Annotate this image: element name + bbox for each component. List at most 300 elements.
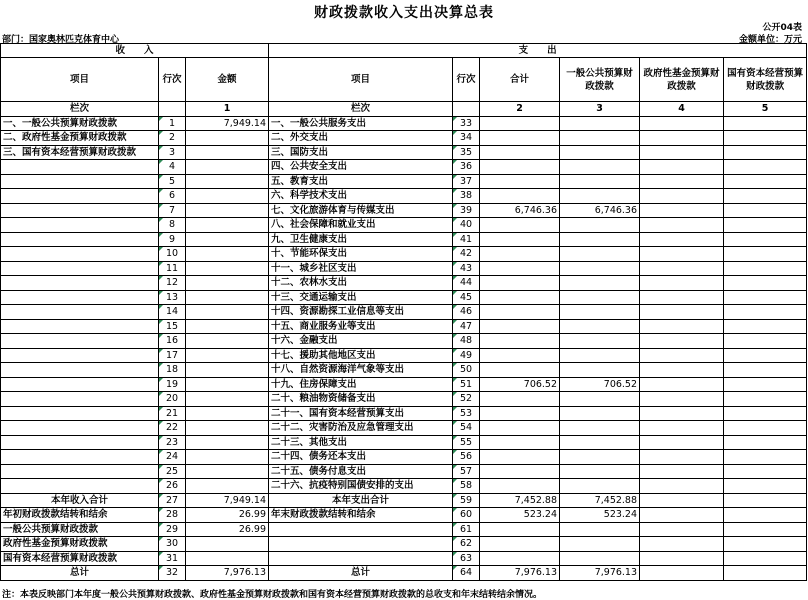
total-header: 合计 [480,58,560,102]
expense-total [480,247,560,262]
income-item-header: 项目 [1,58,159,102]
expense-item: 十四、资源勘探工业信息等支出 [269,305,453,320]
expense-state-capital [724,464,807,479]
expense-row-number: 55 [453,435,480,450]
expense-gov-fund [640,406,724,421]
table-row [1,305,807,320]
expense-item: 四、公共安全支出 [269,160,453,175]
income-row-number: 11 [159,261,186,276]
income-row-number: 22 [159,421,186,436]
expense-general-budget [560,131,640,146]
income-amount [186,392,269,407]
expense-general-budget [560,116,640,131]
income-row-number: 21 [159,406,186,421]
expense-general-budget [560,450,640,465]
income-amount [186,363,269,378]
income-row-number: 3 [159,145,186,160]
income-amount [186,348,269,363]
expense-state-capital [724,305,807,320]
summary-row [1,493,807,508]
table-row [1,174,807,189]
income-row-number: 1 [159,116,186,131]
expense-general-budget [560,232,640,247]
income-row-number: 5 [159,174,186,189]
footnote: 注：本表反映部门本年度一般公共预算财政拨款、政府性基金预算财政拨款和国有资本经营预算财政拨款的总收支和年末结转结余情况。 [2,590,543,600]
expense-item: 十一、城乡社区支出 [269,261,453,276]
expense-item: 二十、粮油物资储备支出 [269,392,453,407]
expense-state-capital [724,334,807,349]
income-row-number: 18 [159,363,186,378]
expense-row-number: 39 [453,203,480,218]
expense-state-capital [724,421,807,436]
expense-gov-fund [640,319,724,334]
expense-general-budget [560,218,640,233]
expense-gov-fund [640,392,724,407]
expense-state-capital [724,247,807,262]
income-row-number: 31 [159,551,186,566]
expense-row-number: 46 [453,305,480,320]
column-number-5: 5 [724,102,807,117]
income-item [1,218,159,233]
column-number-4: 4 [640,102,724,117]
gov-fund-header: 政府性基金预算财政拨款 [640,58,724,102]
income-amount [186,218,269,233]
expense-general-budget [560,392,640,407]
column-number-1: 1 [186,102,269,117]
expense-gov-fund [640,363,724,378]
budget-table [0,43,807,581]
expense-item: 二十一、国有资本经营预算支出 [269,406,453,421]
expense-item: 九、卫生健康支出 [269,232,453,247]
expense-state-capital [724,218,807,233]
table-row [1,145,807,160]
expense-item: 七、文化旅游体育与传媒支出 [269,203,453,218]
income-item [1,377,159,392]
table-row [1,348,807,363]
expense-summary-item [269,551,453,566]
income-amount [186,551,269,566]
expense-summary-item: 年末财政拨款结转和结余 [269,508,453,523]
income-summary-item: 总计 [1,566,159,581]
expense-gov-fund [640,261,724,276]
income-amount [186,247,269,262]
expense-total: 7,976.13 [480,566,560,581]
expense-total [480,537,560,552]
expense-row-number: 45 [453,290,480,305]
expense-gov-fund [640,493,724,508]
income-row-number: 26 [159,479,186,494]
income-row-number: 24 [159,450,186,465]
income-item [1,319,159,334]
expense-summary-item [269,522,453,537]
expense-state-capital [724,189,807,204]
table-row [1,247,807,262]
expense-state-capital [724,508,807,523]
state-capital-header: 国有资本经营预算财政拨款 [724,58,807,102]
expense-row-number: 58 [453,479,480,494]
summary-row [1,537,807,552]
income-summary-item: 一般公共预算财政拨款 [1,522,159,537]
expense-total [480,363,560,378]
income-item [1,392,159,407]
income-row-number: 2 [159,131,186,146]
expense-total [480,160,560,175]
expense-total [480,479,560,494]
expense-total [480,305,560,320]
expense-total [480,232,560,247]
income-item [1,363,159,378]
income-amount [186,276,269,291]
expense-gov-fund [640,247,724,262]
table-row [1,464,807,479]
income-row-number: 6 [159,189,186,204]
expense-total [480,435,560,450]
table-row [1,435,807,450]
expense-general-budget: 6,746.36 [560,203,640,218]
expense-total [480,131,560,146]
expense-gov-fund [640,348,724,363]
income-amount [186,232,269,247]
income-item [1,305,159,320]
income-row-number: 27 [159,493,186,508]
department-label: 部门：国家奥林匹克体育中心 [2,35,120,45]
income-row-number: 30 [159,537,186,552]
expense-total [480,392,560,407]
income-item [1,421,159,436]
income-item [1,450,159,465]
income-amount [186,305,269,320]
expense-state-capital [724,377,807,392]
income-item [1,276,159,291]
income-row-number: 17 [159,348,186,363]
expense-total [480,406,560,421]
income-row-number: 25 [159,464,186,479]
income-amount [186,537,269,552]
expense-item: 三、国防支出 [269,145,453,160]
expense-item: 二十五、债务付息支出 [269,464,453,479]
income-amount: 26.99 [186,522,269,537]
expense-gov-fund [640,508,724,523]
expense-item: 五、教育支出 [269,174,453,189]
expense-total [480,116,560,131]
expense-state-capital [724,276,807,291]
expense-total [480,189,560,204]
income-amount: 7,949.14 [186,493,269,508]
income-row-number: 20 [159,392,186,407]
column-label-expense: 栏次 [269,102,453,117]
income-row-number: 8 [159,218,186,233]
income-item [1,464,159,479]
income-item [1,203,159,218]
form-code: 公开04表 [762,23,802,33]
expense-state-capital [724,145,807,160]
unit-label: 金额单位：万元 [738,35,802,45]
column-number-2: 2 [480,102,560,117]
income-item [1,479,159,494]
expense-state-capital [724,551,807,566]
summary-row [1,522,807,537]
income-amount [186,145,269,160]
expense-total: 6,746.36 [480,203,560,218]
expense-total [480,348,560,363]
table-row [1,218,807,233]
income-item [1,406,159,421]
expense-state-capital [724,348,807,363]
income-item [1,160,159,175]
table-row [1,290,807,305]
expense-general-budget [560,551,640,566]
table-row [1,261,807,276]
expense-gov-fund [640,377,724,392]
expense-general-budget: 523.24 [560,508,640,523]
expense-state-capital [724,203,807,218]
income-item [1,261,159,276]
income-header: 收 入 [1,44,269,58]
expense-item: 十九、住房保障支出 [269,377,453,392]
expense-general-budget [560,522,640,537]
expense-total: 706.52 [480,377,560,392]
expense-row-number: 60 [453,508,480,523]
expense-gov-fund [640,218,724,233]
income-amount [186,290,269,305]
expense-total [480,174,560,189]
expense-total [480,334,560,349]
expense-general-budget [560,537,640,552]
expense-row-number: 43 [453,261,480,276]
expense-state-capital [724,406,807,421]
expense-gov-fund [640,435,724,450]
table-row [1,116,807,131]
expense-gov-fund [640,421,724,436]
expense-row-number: 57 [453,464,480,479]
income-row-number: 7 [159,203,186,218]
expense-total [480,218,560,233]
expense-total [480,551,560,566]
expense-state-capital [724,522,807,537]
expense-row-number: 40 [453,218,480,233]
expense-general-budget [560,189,640,204]
income-amount-header: 金额 [186,58,269,102]
expense-state-capital [724,479,807,494]
income-amount [186,435,269,450]
expense-state-capital [724,290,807,305]
expense-item: 十八、自然资源海洋气象等支出 [269,363,453,378]
expense-row-number: 62 [453,537,480,552]
expense-state-capital [724,566,807,581]
income-amount [186,174,269,189]
expense-state-capital [724,174,807,189]
expense-item-header: 项目 [269,58,453,102]
table-row [1,421,807,436]
expense-row-number: 49 [453,348,480,363]
expense-row-number: 41 [453,232,480,247]
income-amount [186,334,269,349]
expense-general-budget [560,348,640,363]
expense-item: 十六、金融支出 [269,334,453,349]
table-row [1,334,807,349]
expense-row-number: 38 [453,189,480,204]
page-title: 财政拨款收入支出决算总表 [314,5,494,21]
expense-item: 二十二、灾害防治及应急管理支出 [269,421,453,436]
income-row-number: 9 [159,232,186,247]
expense-general-budget [560,174,640,189]
table-row [1,160,807,175]
income-amount: 26.99 [186,508,269,523]
income-item [1,232,159,247]
income-item: 三、国有资本经营预算财政拨款 [1,145,159,160]
expense-state-capital [724,392,807,407]
income-item [1,435,159,450]
expense-row-number: 52 [453,392,480,407]
expense-general-budget [560,290,640,305]
income-amount [186,160,269,175]
expense-row-number: 61 [453,522,480,537]
income-amount: 7,976.13 [186,566,269,581]
expense-general-budget [560,363,640,378]
expense-state-capital [724,261,807,276]
summary-row [1,508,807,523]
expense-item: 八、社会保障和就业支出 [269,218,453,233]
income-row-number: 32 [159,566,186,581]
expense-row-number: 33 [453,116,480,131]
expense-gov-fund [640,334,724,349]
expense-state-capital [724,363,807,378]
expense-gov-fund [640,160,724,175]
expense-state-capital [724,537,807,552]
income-amount [186,319,269,334]
table-row [1,203,807,218]
table-row [1,479,807,494]
income-row-number: 28 [159,508,186,523]
expense-item: 十三、交通运输支出 [269,290,453,305]
expense-item: 二十四、债务还本支出 [269,450,453,465]
expense-general-budget [560,261,640,276]
expense-gov-fund [640,145,724,160]
expense-general-budget [560,435,640,450]
expense-summary-item: 本年支出合计 [269,493,453,508]
income-row-number: 16 [159,334,186,349]
expense-row-number: 44 [453,276,480,291]
income-amount [186,377,269,392]
expense-row-number: 36 [453,160,480,175]
expense-total [480,450,560,465]
column-number-3: 3 [560,102,640,117]
income-summary-item: 政府性基金预算财政拨款 [1,537,159,552]
income-amount [186,421,269,436]
income-row-number: 12 [159,276,186,291]
expense-general-budget: 706.52 [560,377,640,392]
income-row-number: 23 [159,435,186,450]
expense-general-budget [560,406,640,421]
income-amount [186,131,269,146]
expense-row-number: 37 [453,174,480,189]
expense-general-budget [560,160,640,175]
expense-general-budget [560,464,640,479]
income-item [1,348,159,363]
expense-gov-fund [640,566,724,581]
expense-general-budget [560,421,640,436]
table-row [1,131,807,146]
expense-gov-fund [640,290,724,305]
table-row [1,450,807,465]
expense-state-capital [724,493,807,508]
expense-item: 六、科学技术支出 [269,189,453,204]
expense-item: 二十三、其他支出 [269,435,453,450]
income-item [1,174,159,189]
expense-gov-fund [640,551,724,566]
income-amount [186,203,269,218]
expense-general-budget [560,247,640,262]
income-amount [186,189,269,204]
general-budget-header: 一般公共预算财政拨款 [560,58,640,102]
expense-gov-fund [640,203,724,218]
expense-row-number: 64 [453,566,480,581]
table-row [1,363,807,378]
expense-state-capital [724,319,807,334]
expense-gov-fund [640,464,724,479]
expense-general-budget [560,145,640,160]
expense-total: 7,452.88 [480,493,560,508]
expense-item: 二十六、抗疫特别国债安排的支出 [269,479,453,494]
income-amount: 7,949.14 [186,116,269,131]
income-summary-item: 本年收入合计 [1,493,159,508]
expense-state-capital [724,450,807,465]
income-row-number: 29 [159,522,186,537]
expense-gov-fund [640,116,724,131]
income-row-number: 14 [159,305,186,320]
expense-row-number: 42 [453,247,480,262]
expense-row-number: 53 [453,406,480,421]
expense-general-budget [560,334,640,349]
table-row [1,377,807,392]
expense-total [480,421,560,436]
expense-state-capital [724,116,807,131]
expense-row-number: 48 [453,334,480,349]
expense-total [480,464,560,479]
expense-item: 十五、商业服务业等支出 [269,319,453,334]
income-row-number: 10 [159,247,186,262]
income-item [1,247,159,262]
expense-total [480,319,560,334]
income-amount [186,406,269,421]
expense-gov-fund [640,189,724,204]
column-label-income: 栏次 [1,102,159,117]
income-amount [186,261,269,276]
expense-total [480,522,560,537]
expense-item: 二、外交支出 [269,131,453,146]
expense-state-capital [724,131,807,146]
income-amount [186,450,269,465]
income-item [1,290,159,305]
income-rowno-header: 行次 [159,58,186,102]
income-item: 二、政府性基金预算财政拨款 [1,131,159,146]
expense-gov-fund [640,537,724,552]
expense-general-budget [560,319,640,334]
expense-general-budget: 7,976.13 [560,566,640,581]
table-row [1,189,807,204]
expense-row-number: 50 [453,363,480,378]
expense-gov-fund [640,522,724,537]
income-row-number: 19 [159,377,186,392]
expense-gov-fund [640,276,724,291]
table-row [1,319,807,334]
table-row [1,406,807,421]
table-row [1,232,807,247]
expense-general-budget [560,305,640,320]
income-amount [186,479,269,494]
table-row [1,392,807,407]
table-row [1,276,807,291]
